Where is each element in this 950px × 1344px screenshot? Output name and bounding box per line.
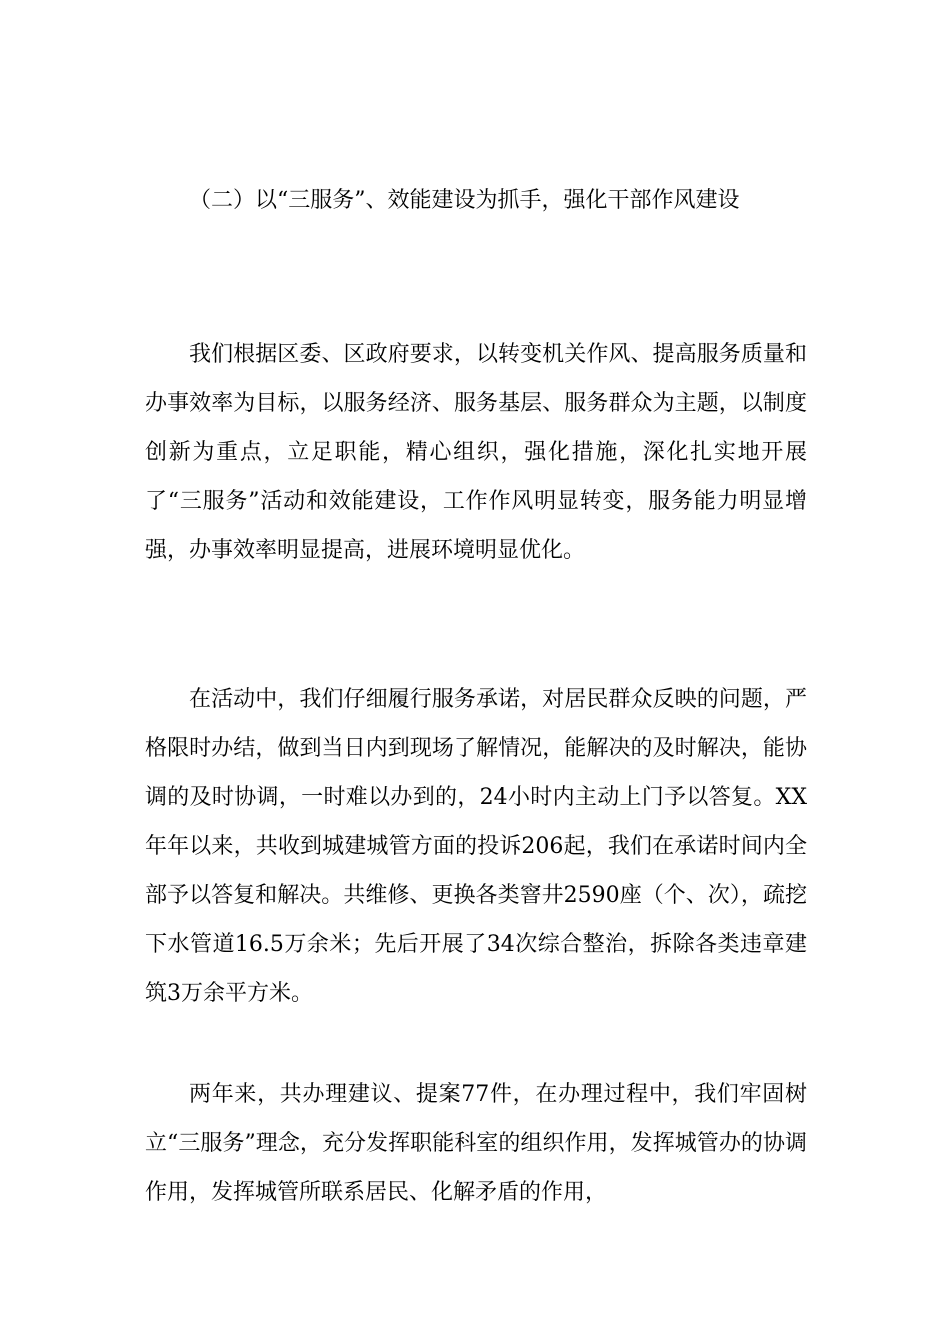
- paragraph-service-goals: 我们根据区委、区政府要求，以转变机关作风、提高服务质量和办事效率为目标，以服务经济、服务基层、服务群众为主题，以制度创新为重点，立足职能，精心组织，强化措施，深化扎实地开展了“三服务”活动和效能建设，工作作风明显转变，服务能力明显增强，办事效率明显提高，进展环境明显优化。: [145, 342, 807, 563]
- paragraph-activity-results: 在活动中，我们仔细履行服务承诺，对居民群众反映的问题，严格限时办结，做到当日内到现场了解情况，能解决的及时解决，能协调的及时协调，一时难以办到的，24小时内主动上门予以答复。XX年年以来，共收到城建城管方面的投诉206起，我们在承诺时间内全部予以答复和解决。共维修、更换各类窨井2590座（个、次），疏挖下水管道16.5万余米；先后开展了34次综合整治，拆除各类违章建筑3万余平方米。: [145, 687, 807, 1006]
- section-heading: （二）以“三服务”、效能建设为抓手，强化干部作风建设: [189, 188, 740, 213]
- paragraph-proposals-handling: 两年来，共办理建议、提案77件，在办理过程中，我们牢固树立“三服务”理念，充分发挥职能科室的组织作用，发挥城管办的协调作用，发挥城管所联系居民、化解矛盾的作用，: [145, 1082, 807, 1205]
